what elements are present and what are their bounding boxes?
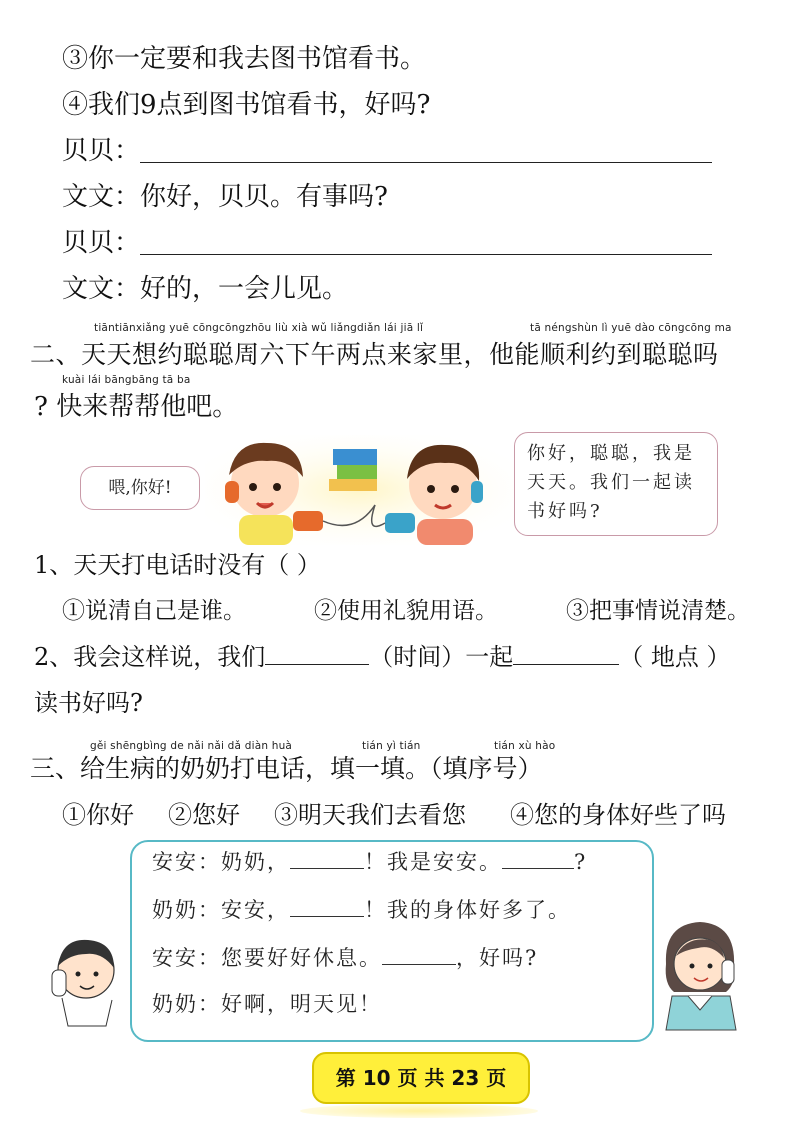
dialog-line-2 <box>152 896 571 924</box>
dialog-text: ！我是安安。 <box>364 850 502 874</box>
beibei-line-2 <box>62 226 140 260</box>
question-2 <box>34 640 731 674</box>
bubble-line-1: 你好，聪聪，我是 <box>527 443 695 464</box>
q2-place: （ 地点 ） <box>619 643 731 671</box>
section-2-title: 二、天天想约聪聪周六下午两点来家里，他能顺利约到聪聪吗 <box>30 340 719 369</box>
p3-option-1: ①你好 <box>62 801 134 829</box>
badge-reflection <box>300 1104 538 1118</box>
child-on-phone-illustration <box>46 930 126 1030</box>
dialog-line-1 <box>152 848 587 876</box>
pinyin-3c: tián xù hào <box>494 740 556 752</box>
pinyin-line-1a: tiāntiānxiǎng yuē cōngcōngzhōu liù xià wǔ liǎngdiǎn lái jiā lǐ <box>94 322 424 334</box>
q2-prefix: 2、我会这样说，我们 <box>34 643 266 671</box>
section-2-title-cont: ? 快来帮帮他吧。 <box>34 392 239 422</box>
dialog-blank-3[interactable] <box>290 896 364 917</box>
place-blank[interactable] <box>513 640 619 665</box>
page-number-badge <box>312 1052 530 1104</box>
wenwen-line-1: 文文：你好，贝贝。有事吗? <box>62 182 388 212</box>
q1-option-1[interactable]: ①说清自己是谁。 <box>62 598 246 624</box>
bubble-text: 喂,你好! <box>108 478 172 498</box>
question-1: 1、天天打电话时没有（ ） <box>34 551 321 579</box>
dialog-text: 奶奶：安安， <box>152 898 290 922</box>
phone-call-illustration <box>205 425 515 545</box>
pinyin-3b: tián yì tián <box>362 740 421 752</box>
pinyin-line-1b: tā néngshùn lì yuē dào cōngcōng ma <box>530 322 732 334</box>
page-number-text: 第 10 页 共 23 页 <box>335 1066 507 1090</box>
q1-option-3[interactable]: ③把事情说清楚。 <box>566 598 750 624</box>
bubble-line-2: 天天。我们一起读 <box>527 472 695 493</box>
section-3-title: 三、给生病的奶奶打电话，填一填。（填序号） <box>30 754 543 783</box>
speech-bubble-left <box>80 466 200 510</box>
pinyin-3a: gěi shēngbìng de nǎi nǎi dǎ diàn huà <box>90 740 293 752</box>
dialog-blank-4[interactable] <box>382 944 456 965</box>
speech-bubble-right <box>514 432 718 536</box>
dialog-text: ！我的身体好多了。 <box>364 898 571 922</box>
speaker-label: 贝贝： <box>62 228 141 258</box>
beibei-line-1 <box>62 134 140 168</box>
pinyin-line-2: kuài lái bāngbāng tā ba <box>62 374 191 386</box>
bubble-line-3: 书好吗? <box>527 501 603 522</box>
answer-blank-1[interactable] <box>140 136 712 163</box>
dialog-text: ，好吗? <box>456 946 539 970</box>
wenwen-line-2: 文文：好的，一会儿见。 <box>62 274 349 304</box>
dialog-text: ? <box>574 850 588 874</box>
dialog-text: 安安：奶奶， <box>152 850 290 874</box>
p3-option-4: ④您的身体好些了吗 <box>510 801 726 829</box>
grandma-on-phone-illustration <box>652 914 748 1032</box>
speaker-label: 贝贝： <box>62 136 141 166</box>
p3-option-2: ②您好 <box>168 801 240 829</box>
dialog-blank-1[interactable] <box>290 848 364 869</box>
dialog-text: 安安：您要好好休息。 <box>152 946 382 970</box>
option-3: ③你一定要和我去图书馆看书。 <box>62 44 427 74</box>
question-2-cont: 读书好吗? <box>34 689 143 717</box>
p3-option-3: ③明天我们去看您 <box>274 801 466 829</box>
q2-time: （时间）一起 <box>369 643 514 671</box>
answer-blank-2[interactable] <box>140 228 712 255</box>
dialog-blank-2[interactable] <box>502 848 574 869</box>
q1-option-2[interactable]: ②使用礼貌用语。 <box>314 598 498 624</box>
dialog-line-3 <box>152 944 538 972</box>
option-4: ④我们9点到图书馆看书，好吗? <box>62 90 431 120</box>
dialog-line-4: 奶奶：好啊，明天见！ <box>152 992 382 1016</box>
time-blank[interactable] <box>265 640 369 665</box>
